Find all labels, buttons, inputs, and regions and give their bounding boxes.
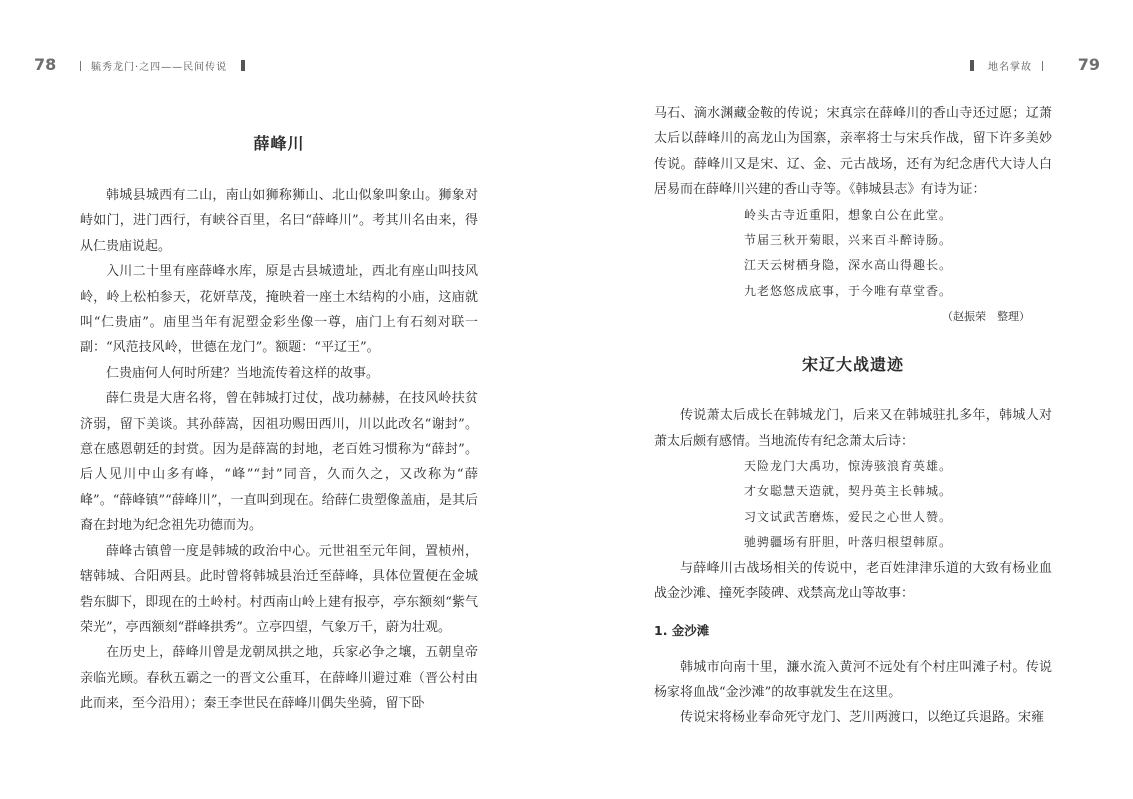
paragraph: 马石、滴水渊藏金鞍的传说；宋真宗在薛峰川的香山寺还过愿；辽萧太后以薛峰川的高龙山为国寨，亲率将士与宋兵作战，留下许多美妙传说。薛峰川又是宋、辽、金、元古战场，还有为纪念唐代大诗人白居易而在薛峰川兴建的香山寺等。《韩城县志》有诗为证： bbox=[654, 106, 1052, 198]
header-divider bbox=[80, 61, 81, 71]
right-page-number: 79 bbox=[1077, 55, 1100, 74]
paragraph: 在历史上，薛峰川曾是龙朝凤拱之地，兵家必争之壤，五朝皇帝亲临光顾。春秋五霸之一的晋文公重耳，在薛峰川避过难（晋公村由此而来，至今沿用）；秦王李世民在薛峰川偶失坐骑，留下卧 bbox=[80, 645, 478, 712]
poem-line: 习文试武苦磨炼，爱民之心世人赞。 bbox=[744, 509, 953, 524]
left-page-body bbox=[80, 131, 478, 717]
right-page-body bbox=[654, 101, 1052, 731]
paragraph: 薛仁贵是大唐名将，曾在韩城打过仗，战功赫赫，在技风岭扶贫济弱，留下美谈。其孙薛嵩，因祖功赐田西川，川以此改名“谢封”。意在感恩朝廷的封赏。因为是薛嵩的封地，老百姓习惯称为“薛封”。后人见川中山多有峰，“峰”“封”同音，久而久之，又改称为“薛峰”。“薛峰镇”“薛峰川”，一直叫到现在。给薛仁贵塑像盖庙，是其后裔在封地为纪念祖先功德而为。 bbox=[80, 391, 478, 534]
poem bbox=[654, 203, 1052, 305]
poem-line: 才女聪慧天造就，契丹英主长韩城。 bbox=[744, 484, 953, 499]
paragraph: 仁贵庙何人何时所建？当地流传着这样的故事。 bbox=[106, 365, 380, 381]
left-running-title: 毓秀龙门·之四——民间传说 bbox=[91, 62, 228, 73]
right-running-head bbox=[970, 58, 1053, 73]
article-title: 薛峰川 bbox=[253, 134, 305, 153]
left-running-head bbox=[80, 58, 245, 73]
header-bar bbox=[241, 60, 245, 71]
paragraph: 入川二十里有座薛峰水库，原是古县城遗址，西北有座山叫技风岭，岭上松柏参天，花妍草茂，掩映着一座土木结构的小庙，这庙就叫“仁贵庙”。庙里当年有泥塑金彩坐像一尊，庙门上有石刻对联一副：“风范技风岭，世德在龙门”。额题：“平辽王”。 bbox=[80, 264, 478, 356]
paragraph: 传说萧太后成长在韩城龙门，后来又在韩城驻扎多年，韩城人对萧太后颇有感情。当地流传有纪念萧太后诗： bbox=[654, 408, 1052, 449]
subheading: 1. 金沙滩 bbox=[654, 622, 710, 638]
poem-line: 天险龙门大禹功，惊涛骇浪育英雄。 bbox=[744, 459, 953, 474]
paragraph: 薛峰古镇曾一度是韩城的政治中心。元世祖至元年间，置桢州，辖韩城、合阳两县。此时曾将韩城县治迁至薛峰，具体位置便在金城砦东脚下，即现在的土岭村。村西南山岭上建有报亭，亭东额刻“紫气荣光”，亭西额刻“群峰拱秀”。立亭四望，气象万千，蔚为壮观。 bbox=[80, 543, 478, 635]
header-bar bbox=[970, 60, 974, 71]
poem-line: 节届三秋开菊眼，兴来百斗醉诗肠。 bbox=[744, 233, 953, 248]
credit: （赵振荣 整理） bbox=[942, 310, 1030, 324]
right-running-title: 地名掌故 bbox=[988, 62, 1032, 73]
paragraph: 与薛峰川古战场相关的传说中，老百姓津津乐道的大致有杨业血战金沙滩、撞死李陵碑、戏禁高龙山等故事： bbox=[654, 560, 1052, 602]
paragraph: 传说宋将杨业奉命死守龙门、芝川两渡口，以绝辽兵退路。宋雍 bbox=[680, 710, 1045, 726]
paragraph: 韩城市向南十里，濂水流入黄河不远处有个村庄叫滩子村。传说杨家将血战“金沙滩”的故事就发生在这里。 bbox=[654, 659, 1052, 700]
paragraph: 韩城县城西有二山，南山如狮称狮山、北山似象叫象山。狮象对峙如门，进门西行，有峡谷百里，名曰“薛峰川”。考其川名由来，得从仁贵庙说起。 bbox=[80, 188, 478, 254]
poem-line: 江天云树栖身隐，深水高山得趣长。 bbox=[744, 258, 953, 273]
poem-line: 岭头古寺近重阳，想象白公在此堂。 bbox=[744, 207, 953, 222]
section-title: 宋辽大战遗迹 bbox=[801, 355, 904, 375]
poem-line: 九老悠悠成底事，于今唯有草堂香。 bbox=[744, 283, 953, 298]
left-page-number: 78 bbox=[34, 55, 57, 74]
poem bbox=[654, 454, 1052, 556]
poem-line: 驰骋疆场有肝胆，叶落归根望韩原。 bbox=[744, 535, 953, 550]
header-divider bbox=[1042, 61, 1043, 71]
